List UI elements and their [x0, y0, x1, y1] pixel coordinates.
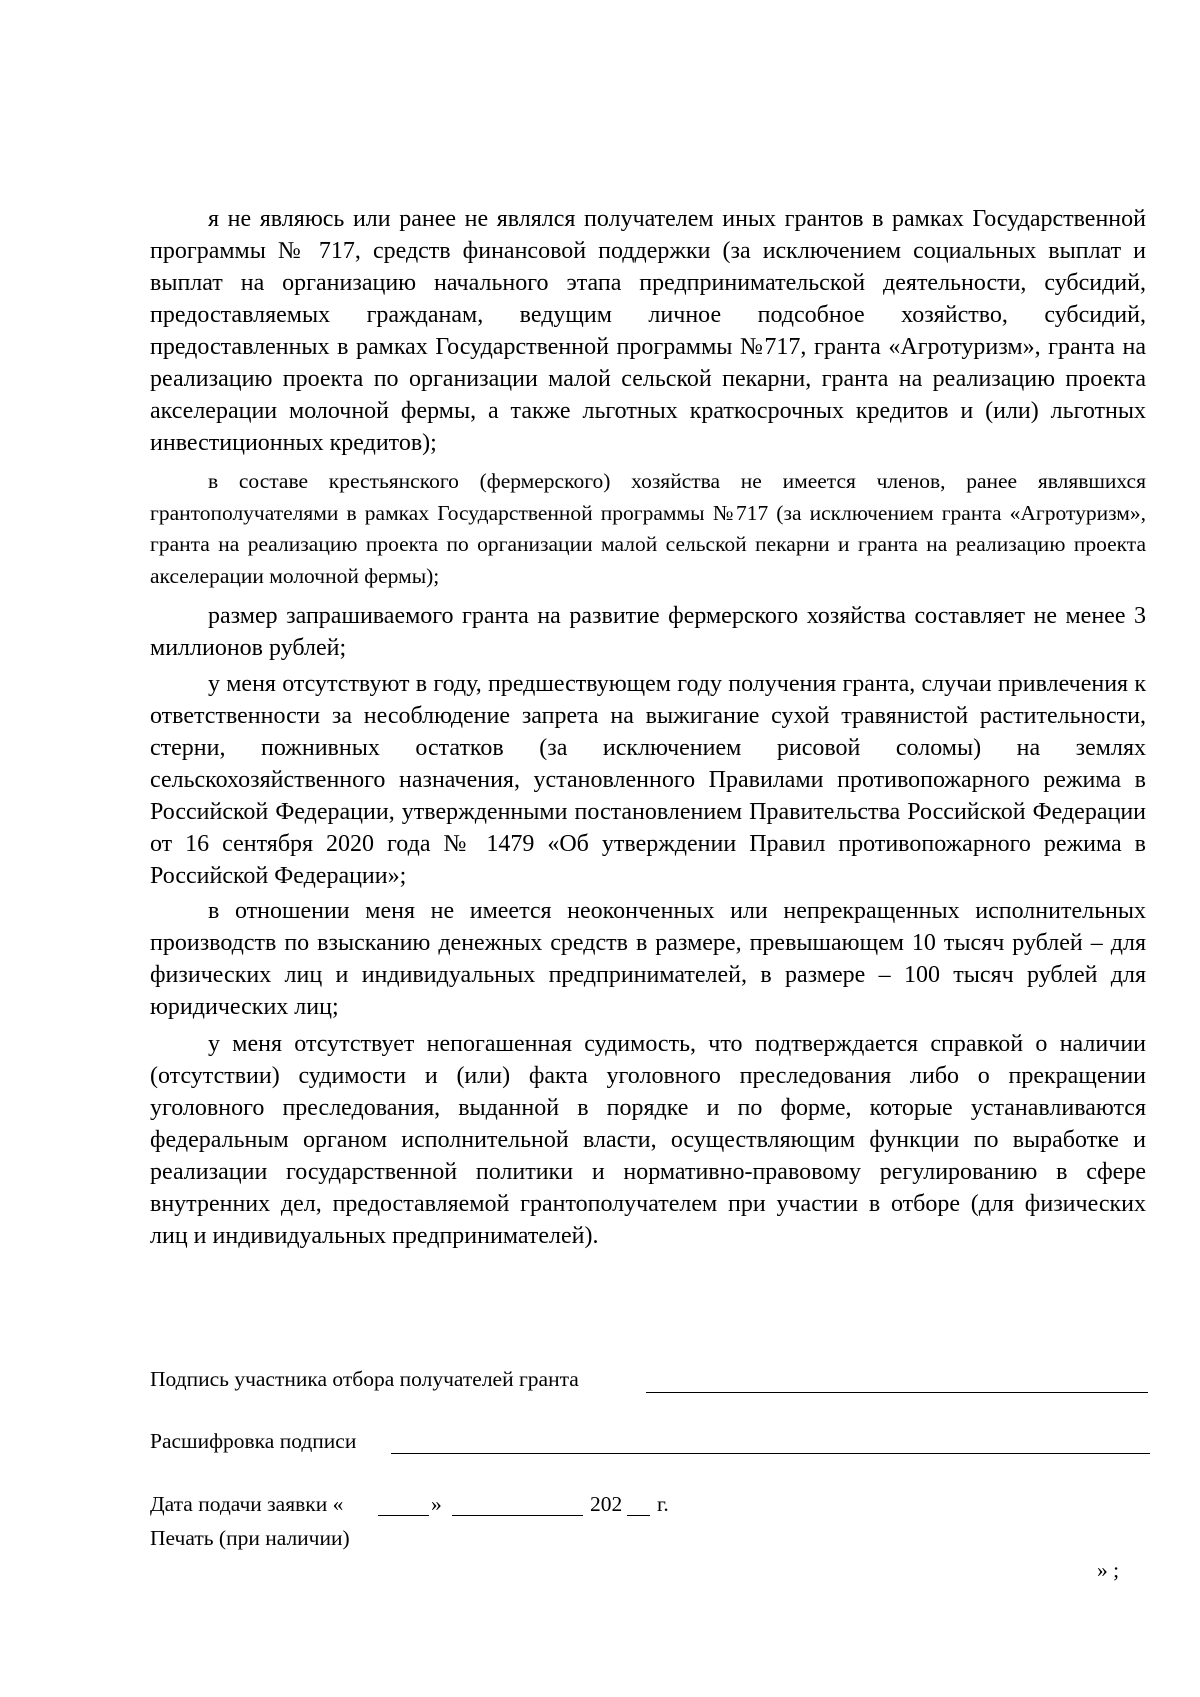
paragraph-criminal-record: у меня отсутствует непогашенная судимость, что подтверждается справкой о наличии (отсутствии) судимости и (или) факта уголовного преследования либо о прекращении уголовного преследования, выданной в порядке и по форме, которые устанавливаются федеральным органом исполнительной власти, осуществляющим функции по выработке и реализации государственной политики и нормативно-правовому регулированию в сфере внутренних дел, предоставляемой грантополучателем при участии в отборе (для физических лиц и индивидуальных предпринимателей).: [150, 1030, 1146, 1249]
date-year-suffix: г.: [657, 1492, 669, 1516]
date-day-field[interactable]: [378, 1515, 429, 1516]
page-end-mark: » ;: [1097, 1558, 1120, 1582]
date-label: Дата подачи заявки «: [150, 1492, 344, 1516]
signature-field[interactable]: [646, 1392, 1148, 1393]
paragraph-farm-members: в составе крестьянского (фермерского) хозяйства не имеется членов, ранее являвшихся грантополучателями в рамках Государственной программы №717 (за исключением гранта «Агротуризм», гранта на реализацию проекта по организации малой сельской пекарни и гранта на реализацию проекта акселерации молочной фермы);: [150, 469, 1146, 589]
date-year-field[interactable]: [627, 1515, 650, 1516]
signature-label: Подпись участника отбора получателей гранта: [150, 1367, 579, 1391]
paragraph-no-other-grants: я не являюсь или ранее не являлся получателем иных грантов в рамках Государственной программы № 717, средств финансовой поддержки (за исключением социальных выплат и выплат на организацию начального этапа предпринимательской деятельности, субсидий, предоставляемых гражданам, ведущим личное подсобное хозяйство, субсидий, предоставленных в рамках Государственной программы №717, гранта «Агротуризм», гранта на реализацию проекта по организации малой сельской пекарни, гранта на реализацию проекта акселерации молочной фермы, а также льготных краткосрочных кредитов и (или) льготных инвестиционных кредитов);: [150, 206, 1146, 456]
date-year-prefix: 202: [590, 1492, 623, 1516]
paragraph-fire-regime: у меня отсутствуют в году, предшествующем году получения гранта, случаи привлечения к ответственности за несоблюдение запрета на выжигание сухой травянистой растительности, стерни, пожнивных остатков (за исключением рисовой соломы) на землях сельскохозяйственного назначения, установленного Правилами противопожарного режима в Российской Федерации, утвержденными постановлением Правительства Российской Федерации от 16 сентября 2020 года № 1479 «Об утверждении Правил противопожарного режима в Российской Федерации»;: [150, 670, 1146, 889]
signature-decode-field[interactable]: [391, 1453, 1150, 1454]
paragraph-enforcement-proceedings: в отношении меня не имеется неоконченных или непрекращенных исполнительных производств по взысканию денежных средств в размере, превышающем 10 тысяч рублей – для физических лиц и индивидуальных предпринимателей, в размере – 100 тысяч рублей для юридических лиц;: [150, 897, 1146, 1020]
document-body: [150, 203, 1146, 1252]
application-date-line: [150, 1491, 343, 1517]
signature-decode-label: Расшифровка подписи: [150, 1429, 357, 1453]
date-month-field[interactable]: [452, 1515, 583, 1516]
paragraph-grant-size: размер запрашиваемого гранта на развитие фермерского хозяйства составляет не менее 3 миллионов рублей;: [150, 602, 1146, 661]
stamp-label: Печать (при наличии): [150, 1526, 350, 1550]
date-close-quote: »: [431, 1492, 442, 1516]
